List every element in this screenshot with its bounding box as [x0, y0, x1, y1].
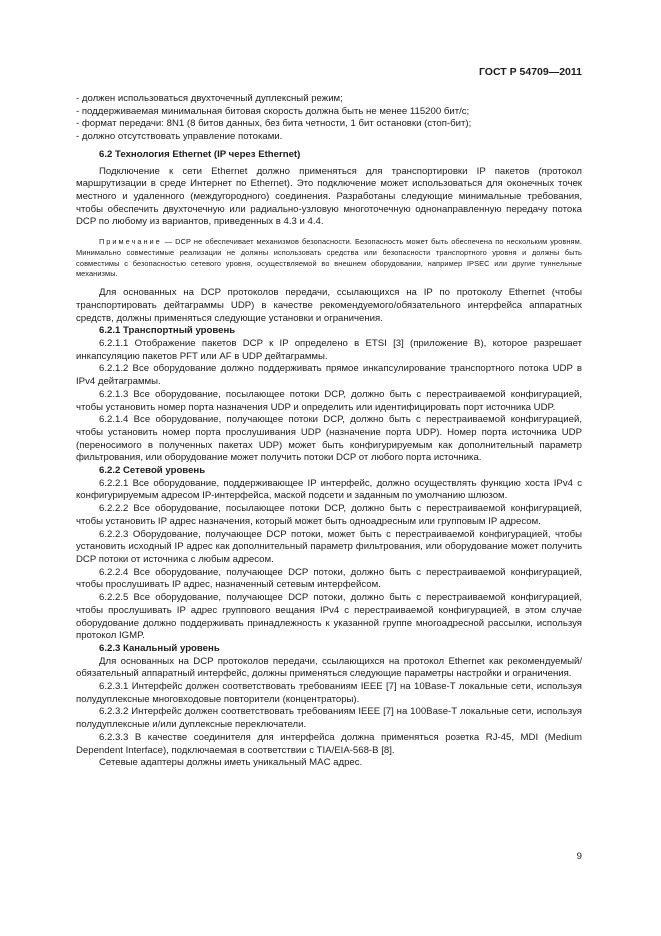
paragraph: Подключение к сети Ethernet должно применяться для транспортировки IP пакетов (протокол маршрутизации в среде Интернет по Ethernet). Это подключение может использоваться для оконечных точек местного и удаленного (междугородного) соединения. Разработаны следующие минимальные требования, чтобы обеспечить двухточечную или радиально-узловую многоточечную однонаправленную передачу потока DCP по любому из вариантов, приведенных в 4.3 и 4.4. — [76, 165, 582, 228]
list-item: - должно отсутствовать управление потоками. — [76, 131, 283, 143]
note-text: — DCP не обеспечивает механизмов безопасности. Безопасность может быть обеспечена по нескольким уровням. Минимально совместимые реализации не должны использовать средства или безопасности транспортного уровня и должны быть совместимы с безопасностью сетевого уровня, осуществляемой во внешнем оборудовании, например IPSEC или другие туннельные механизмы. — [76, 237, 582, 279]
page-number: 9 — [576, 851, 582, 862]
clause: 6.2.1.4 Все оборудование, получающее потоки DCP, должно быть с перестраиваемой конфигурацией, чтобы установить номер порта прослушивания UDP (назначение порта UDP). Номер порта источника UDP (переносимого в полученных пакетах UDP) может быть конфигурируемым как дополнительный параметр фильтрования, или оборудование может получить потоки DCP от любого порта источника. — [76, 414, 582, 464]
section-heading: 6.2 Технология Ethernet (IP через Ethernet) — [99, 148, 301, 160]
clause: 6.2.2.2 Все оборудование, посылающее потоки DCP, должно быть с перестраиваемой конфигурацией, чтобы установить IP адрес назначения, который может быть одноадресным или групповым IP адресом. — [76, 503, 582, 527]
page-content — [76, 93, 582, 770]
clause: 6.2.2.1 Все оборудование, поддерживающее IP интерфейс, должно осуществлять функцию хоста IPv4 с конфигурируемым адресом IP-интерфейса, маской подсети и заданным по умолчанию шлюзом. — [76, 477, 582, 502]
paragraph: Для основанных на DCP протоколов передачи, ссылающихся на IP по протоколу Ethernet (чтобы транспортировать дейтаграммы UDP) в качестве рекомендуемого/обязательного интерфейса аппаратных средств, должны применяться следующие установки и ограничения. — [76, 287, 582, 324]
clause: 6.2.3.2 Интерфейс должен соответствовать требованиям IEEE [7] на 100Base-T локальные сети, используя полудуплексные и/или дуплексные переключатели. — [76, 706, 582, 731]
clause: 6.2.2.3 Оборудование, получающее DCP потоки, может быть с перестраиваемой конфигурацией, чтобы установить исходный IP адрес как дополнительный параметр фильтрования, или оборудование может получить DCP потоки от источника с любым адресом. — [76, 528, 582, 565]
requirements-list — [76, 93, 582, 144]
clause: 6.2.1.3 Все оборудование, посылающее потоки DCP, должно быть с перестраиваемой конфигурацией, чтобы установить номер порта назначения UDP и определить или идентифицировать порт источника UDP. — [76, 388, 582, 413]
note-label: Примечание — [99, 237, 162, 247]
note — [76, 237, 582, 280]
list-item: - формат передачи: 8N1 (8 битов данных, без бита четности, 1 бит остановки (стоп-бит); — [76, 118, 472, 130]
list-item: - должен использоваться двухточечный дуплексный режим; — [76, 93, 343, 104]
clause: 6.2.2.4 Все оборудование, получающее DCP потоки, должно быть с перестраиваемой конфигурацией, чтобы прослушивать IP адрес, назначенный сетевым интерфейсом. — [76, 566, 582, 591]
clause: 6.2.2.5 Все оборудование, получающее DCP потоки, должно быть с перестраиваемой конфигурацией, чтобы прослушивать IP адрес группового вещания IPv4 с перестраиваемой конфигурацией, в этом случае оборудование должно поддерживать принадлежность к указанной группе многоадресной рассылки, используя протокол IGMP. — [76, 592, 582, 642]
paragraph: Сетевые адаптеры должны иметь уникальный MAC адрес. — [99, 757, 363, 769]
clause: 6.2.1.2 Все оборудование должно поддерживать прямое инкапсулирование транспортного потока UDP в IPv4 дейтаграммы. — [76, 363, 582, 388]
subsection-heading: 6.2.1 Транспортный уровень — [99, 325, 236, 337]
paragraph: Для основанных на DCP протоколов передачи, ссылающихся на протокол Ethernet как рекомендуемый/обязательный аппаратный интерфейс, должны применяться следующие параметры настройки и ограничения. — [76, 655, 582, 680]
clause: 6.2.3.3 В качестве соединителя для интерфейса должна применяться розетка RJ-45, MDI (Medium Dependent Interface), подключаемая в соответствии с TIA/EIA-568-B [8]. — [76, 731, 582, 756]
subsection-heading: 6.2.3 Канальный уровень — [99, 642, 220, 654]
list-item: - поддерживаемая минимальная битовая скорость должна быть не менее 115200 бит/с; — [76, 105, 470, 117]
clause: 6.2.1.1 Отображение пакетов DCP к IP определено в ETSI [3] (приложение В), которое разрешает инкапсуляцию пакетов PFT или AF в UDP дейтаграммы. — [76, 338, 582, 362]
clause: 6.2.3.1 Интерфейс должен соответствовать требованиям IEEE [7] на 10Base-T локальные сети, используя полудуплексные многовходовые повторители (концентраторы). — [76, 681, 582, 705]
subsection-heading: 6.2.2 Сетевой уровень — [99, 465, 206, 477]
standard-number: ГОСТ Р 54709—2011 — [478, 66, 582, 78]
